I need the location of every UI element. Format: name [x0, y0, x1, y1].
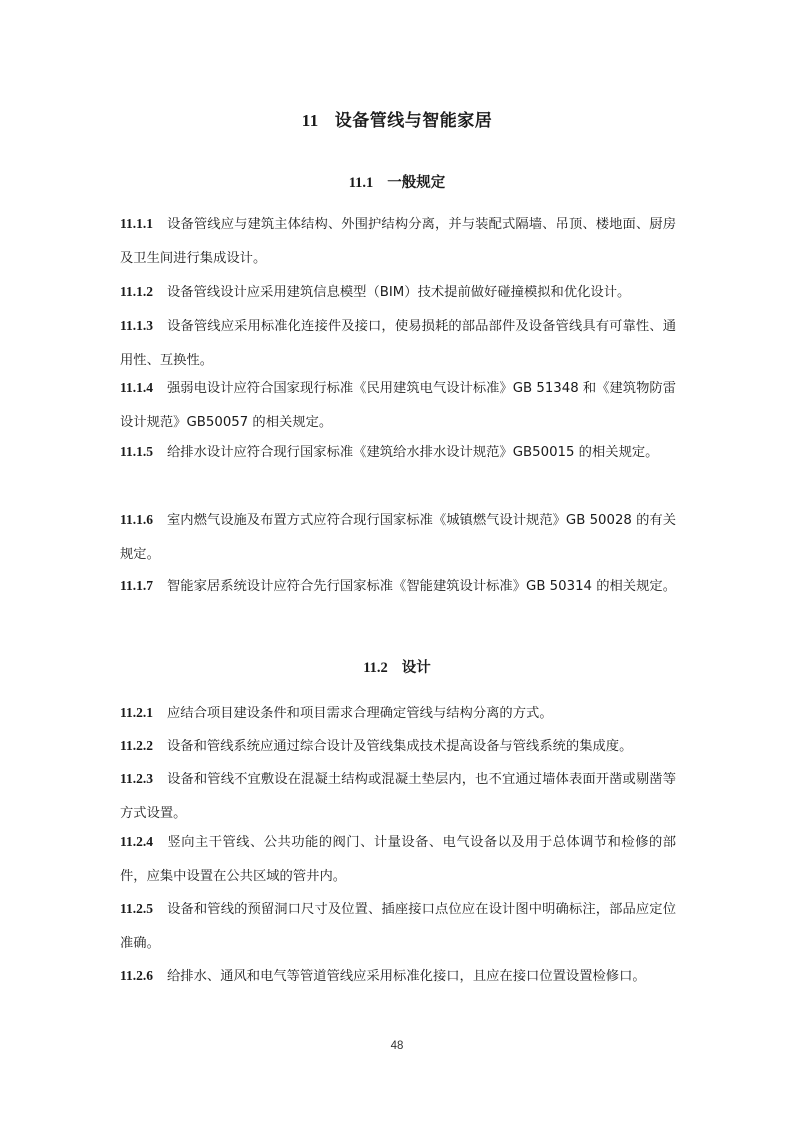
clause-number: 11.2.2	[120, 738, 154, 753]
clause-number: 11.1.2	[120, 284, 154, 299]
chapter-title-text: 设备管线与智能家居	[334, 111, 493, 131]
clause-text: 给排水、通风和电气等管道管线应采用标准化接口，且应在接口位置设置检修口。	[167, 969, 646, 984]
clause-number: 11.2.5	[120, 901, 154, 916]
clause-text: 设备和管线系统应通过综合设计及管线集成技术提高设备与管线系统的集成度。	[167, 739, 633, 754]
clause-number: 11.1.3	[120, 318, 154, 333]
clause-number: 11.2.3	[120, 771, 154, 786]
clause-number: 11.2.1	[120, 705, 154, 720]
clause	[120, 825, 676, 894]
section-title-text: 一般规定	[387, 175, 446, 191]
section-title	[0, 656, 794, 677]
section-number: 11.1	[348, 175, 374, 191]
clause-text: 应结合项目建设条件和项目需求合理确定管线与结构分离的方式。	[167, 706, 553, 721]
clause-number: 11.1.4	[120, 380, 154, 395]
section-title	[0, 171, 794, 192]
clause-number: 11.2.6	[120, 968, 154, 983]
clause-text: 设备管线应与建筑主体结构、外围护结构分离，并与装配式隔墙、吊顶、楼地面、厨房及卫生间进行集成设计。	[120, 217, 676, 266]
clause	[120, 762, 676, 831]
chapter-number: 11	[301, 111, 319, 130]
clause-number: 11.1.6	[120, 512, 154, 527]
clause-number: 11.1.5	[120, 444, 154, 459]
clause	[120, 435, 676, 470]
clause	[120, 503, 676, 572]
clause-text: 设备管线应采用标准化连接件及接口，使易损耗的部品部件及设备管线具有可靠性、通用性、互换性。	[120, 319, 676, 368]
clause	[120, 275, 676, 310]
chapter-title	[0, 106, 794, 131]
page-number: 48	[390, 1040, 404, 1052]
clause	[120, 207, 676, 276]
clause	[120, 729, 676, 764]
section-number: 11.2	[363, 660, 388, 676]
clause-number: 11.1.1	[120, 216, 154, 231]
clause	[120, 696, 676, 731]
clause-number: 11.1.7	[120, 578, 154, 593]
clause	[120, 892, 676, 961]
section-title-text: 设计	[401, 660, 431, 676]
clause-text: 设备和管线不宜敷设在混凝土结构或混凝土垫层内，也不宜通过墙体表面开凿或剔凿等方式设置。	[120, 772, 676, 821]
clause-text: 智能家居系统设计应符合先行国家标准《智能建筑设计标准》GB 50314 的相关规定。	[167, 579, 676, 594]
clause-text: 设备管线设计应采用建筑信息模型（BIM）技术提前做好碰撞模拟和优化设计。	[167, 285, 631, 300]
clause	[120, 569, 676, 604]
clause	[120, 959, 676, 994]
clause-text: 强弱电设计应符合国家现行标准《民用建筑电气设计标准》GB 51348 和《建筑物防雷设计规范》GB50057 的相关规定。	[120, 381, 676, 430]
clause	[120, 309, 676, 378]
clause-text: 给排水设计应符合现行国家标准《建筑给水排水设计规范》GB50015 的相关规定。	[167, 445, 659, 460]
clause-text: 室内燃气设施及布置方式应符合现行国家标准《城镇燃气设计规范》GB 50028 的有关规定。	[120, 513, 676, 562]
clause-text: 竖向主干管线、公共功能的阀门、计量设备、电气设备以及用于总体调节和检修的部件，应集中设置在公共区域的管井内。	[120, 835, 676, 884]
clause-text: 设备和管线的预留洞口尺寸及位置、插座接口点位应在设计图中明确标注，部品应定位准确。	[120, 902, 676, 951]
clause	[120, 371, 676, 440]
clause-number: 11.2.4	[120, 834, 154, 849]
